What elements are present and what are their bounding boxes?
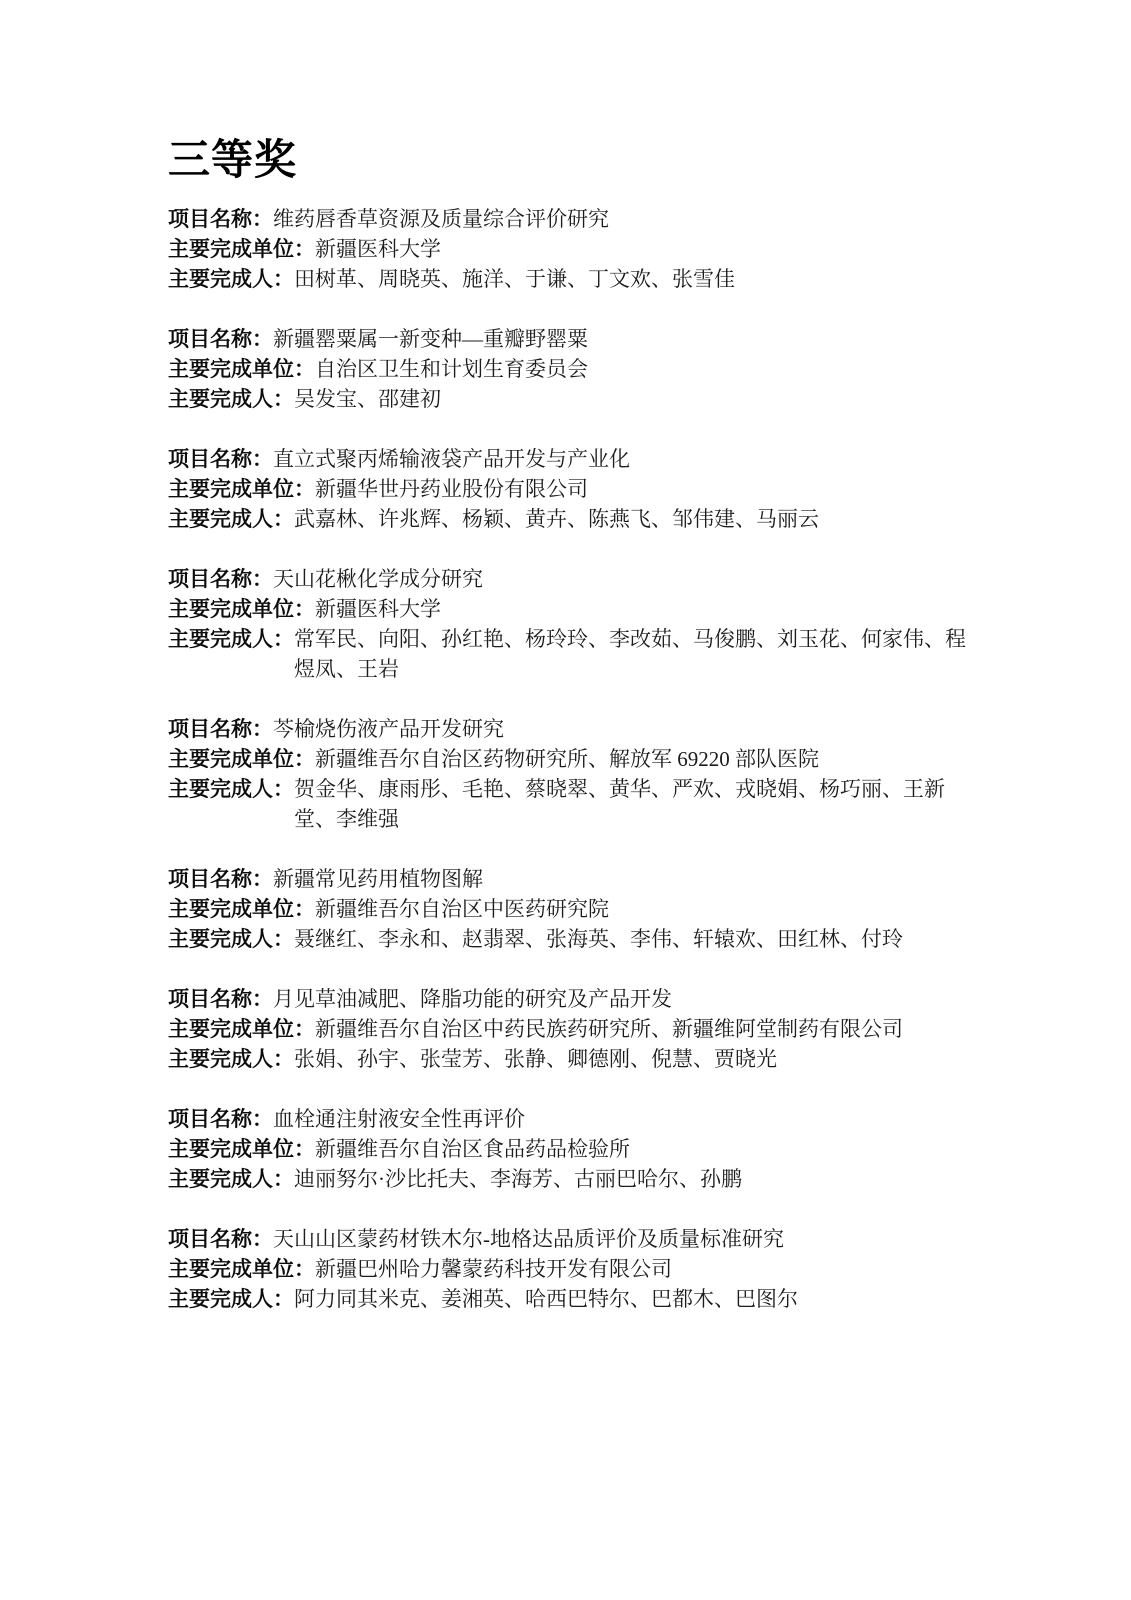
unit-value: 新疆维吾尔自治区中药民族药研究所、新疆维阿堂制药有限公司: [315, 1017, 903, 1041]
people-row: [168, 774, 971, 834]
project-row: [168, 984, 971, 1014]
unit-label: 主要完成单位：: [168, 897, 315, 921]
unit-value: 新疆维吾尔自治区药物研究所、解放军 69220 部队医院: [315, 747, 819, 771]
unit-value: 新疆巴州哈力馨蒙药科技开发有限公司: [315, 1257, 672, 1281]
unit-row: [168, 1254, 971, 1284]
unit-label: 主要完成单位：: [168, 237, 315, 261]
people-label: 主要完成人：: [168, 267, 294, 291]
project-value: 芩榆烧伤液产品开发研究: [273, 717, 504, 741]
project-label: 项目名称：: [168, 207, 273, 231]
award-entry: [168, 984, 971, 1074]
project-label: 项目名称：: [168, 327, 273, 351]
unit-row: [168, 894, 971, 924]
unit-row: [168, 1014, 971, 1044]
project-label: 项目名称：: [168, 447, 273, 471]
project-row: [168, 444, 971, 474]
unit-label: 主要完成单位：: [168, 1137, 315, 1161]
people-value: 田树革、周晓英、施洋、于谦、丁文欢、张雪佳: [294, 267, 735, 291]
unit-row: [168, 1134, 971, 1164]
people-label: 主要完成人：: [168, 927, 294, 951]
people-value: 贺金华、康雨彤、毛艳、蔡晓翠、黄华、严欢、戎晓娟、杨巧丽、王新堂、李维强: [294, 777, 945, 831]
project-value: 新疆常见药用植物图解: [273, 867, 483, 891]
project-value: 维药唇香草资源及质量综合评价研究: [273, 207, 609, 231]
project-value: 新疆罂粟属一新变种—重瓣野罂粟: [273, 327, 588, 351]
page-title: 三等奖: [168, 138, 298, 184]
people-row: [168, 624, 971, 684]
award-entry: [168, 204, 971, 294]
people-value: 常军民、向阳、孙红艳、杨玲玲、李改茹、马俊鹏、刘玉花、何家伟、程煜凤、王岩: [294, 627, 966, 681]
unit-value: 自治区卫生和计划生育委员会: [315, 357, 588, 381]
award-entry: [168, 864, 971, 954]
unit-label: 主要完成单位：: [168, 1017, 315, 1041]
unit-label: 主要完成单位：: [168, 1257, 315, 1281]
project-value: 血栓通注射液安全性再评价: [273, 1107, 525, 1131]
project-label: 项目名称：: [168, 567, 273, 591]
project-row: [168, 204, 971, 234]
unit-value: 新疆华世丹药业股份有限公司: [315, 477, 588, 501]
project-label: 项目名称：: [168, 717, 273, 741]
people-label: 主要完成人：: [168, 1047, 294, 1071]
people-row: [168, 384, 971, 414]
project-label: 项目名称：: [168, 1107, 273, 1131]
project-row: [168, 714, 971, 744]
project-row: [168, 1224, 971, 1254]
award-entry: [168, 714, 971, 834]
people-label: 主要完成人：: [168, 387, 294, 411]
award-entry: [168, 324, 971, 414]
unit-value: 新疆医科大学: [315, 237, 441, 261]
award-entry: [168, 1224, 971, 1314]
people-row: [168, 1284, 971, 1314]
project-value: 天山花楸化学成分研究: [273, 567, 483, 591]
project-value: 天山山区蒙药材铁木尔-地格达品质评价及质量标准研究: [273, 1227, 784, 1251]
unit-row: [168, 594, 971, 624]
people-value: 阿力同其米克、姜湘英、哈西巴特尔、巴都木、巴图尔: [294, 1287, 798, 1311]
project-label: 项目名称：: [168, 1227, 273, 1251]
people-label: 主要完成人：: [168, 507, 294, 531]
people-label: 主要完成人：: [168, 1287, 294, 1311]
project-value: 直立式聚丙烯输液袋产品开发与产业化: [273, 447, 630, 471]
award-entry: [168, 1104, 971, 1194]
project-row: [168, 864, 971, 894]
people-label: 主要完成人：: [168, 777, 294, 801]
people-row: [168, 1164, 971, 1194]
project-label: 项目名称：: [168, 987, 273, 1011]
project-row: [168, 324, 971, 354]
people-label: 主要完成人：: [168, 627, 294, 651]
people-value: 武嘉林、许兆辉、杨颖、黄卉、陈燕飞、邹伟建、马丽云: [294, 507, 819, 531]
unit-label: 主要完成单位：: [168, 597, 315, 621]
people-row: [168, 264, 971, 294]
people-row: [168, 924, 971, 954]
project-label: 项目名称：: [168, 867, 273, 891]
award-entry: [168, 444, 971, 534]
unit-value: 新疆维吾尔自治区中医药研究院: [315, 897, 609, 921]
unit-label: 主要完成单位：: [168, 357, 315, 381]
people-value: 吴发宝、邵建初: [294, 387, 441, 411]
people-value: 聂继红、李永和、赵翡翠、张海英、李伟、轩辕欢、田红林、付玲: [294, 927, 903, 951]
project-value: 月见草油减肥、降脂功能的研究及产品开发: [273, 987, 672, 1011]
project-row: [168, 564, 971, 594]
unit-value: 新疆维吾尔自治区食品药品检验所: [315, 1137, 630, 1161]
unit-row: [168, 234, 971, 264]
project-row: [168, 1104, 971, 1134]
unit-row: [168, 354, 971, 384]
people-label: 主要完成人：: [168, 1167, 294, 1191]
people-value: 张娟、孙宇、张莹芳、张静、卿德刚、倪慧、贾晓光: [294, 1047, 777, 1071]
people-row: [168, 1044, 971, 1074]
unit-label: 主要完成单位：: [168, 477, 315, 501]
unit-value: 新疆医科大学: [315, 597, 441, 621]
people-value: 迪丽努尔·沙比托夫、李海芳、古丽巴哈尔、孙鹏: [294, 1167, 742, 1191]
people-row: [168, 504, 971, 534]
unit-label: 主要完成单位：: [168, 747, 315, 771]
award-entry: [168, 564, 971, 684]
unit-row: [168, 744, 971, 774]
unit-row: [168, 474, 971, 504]
